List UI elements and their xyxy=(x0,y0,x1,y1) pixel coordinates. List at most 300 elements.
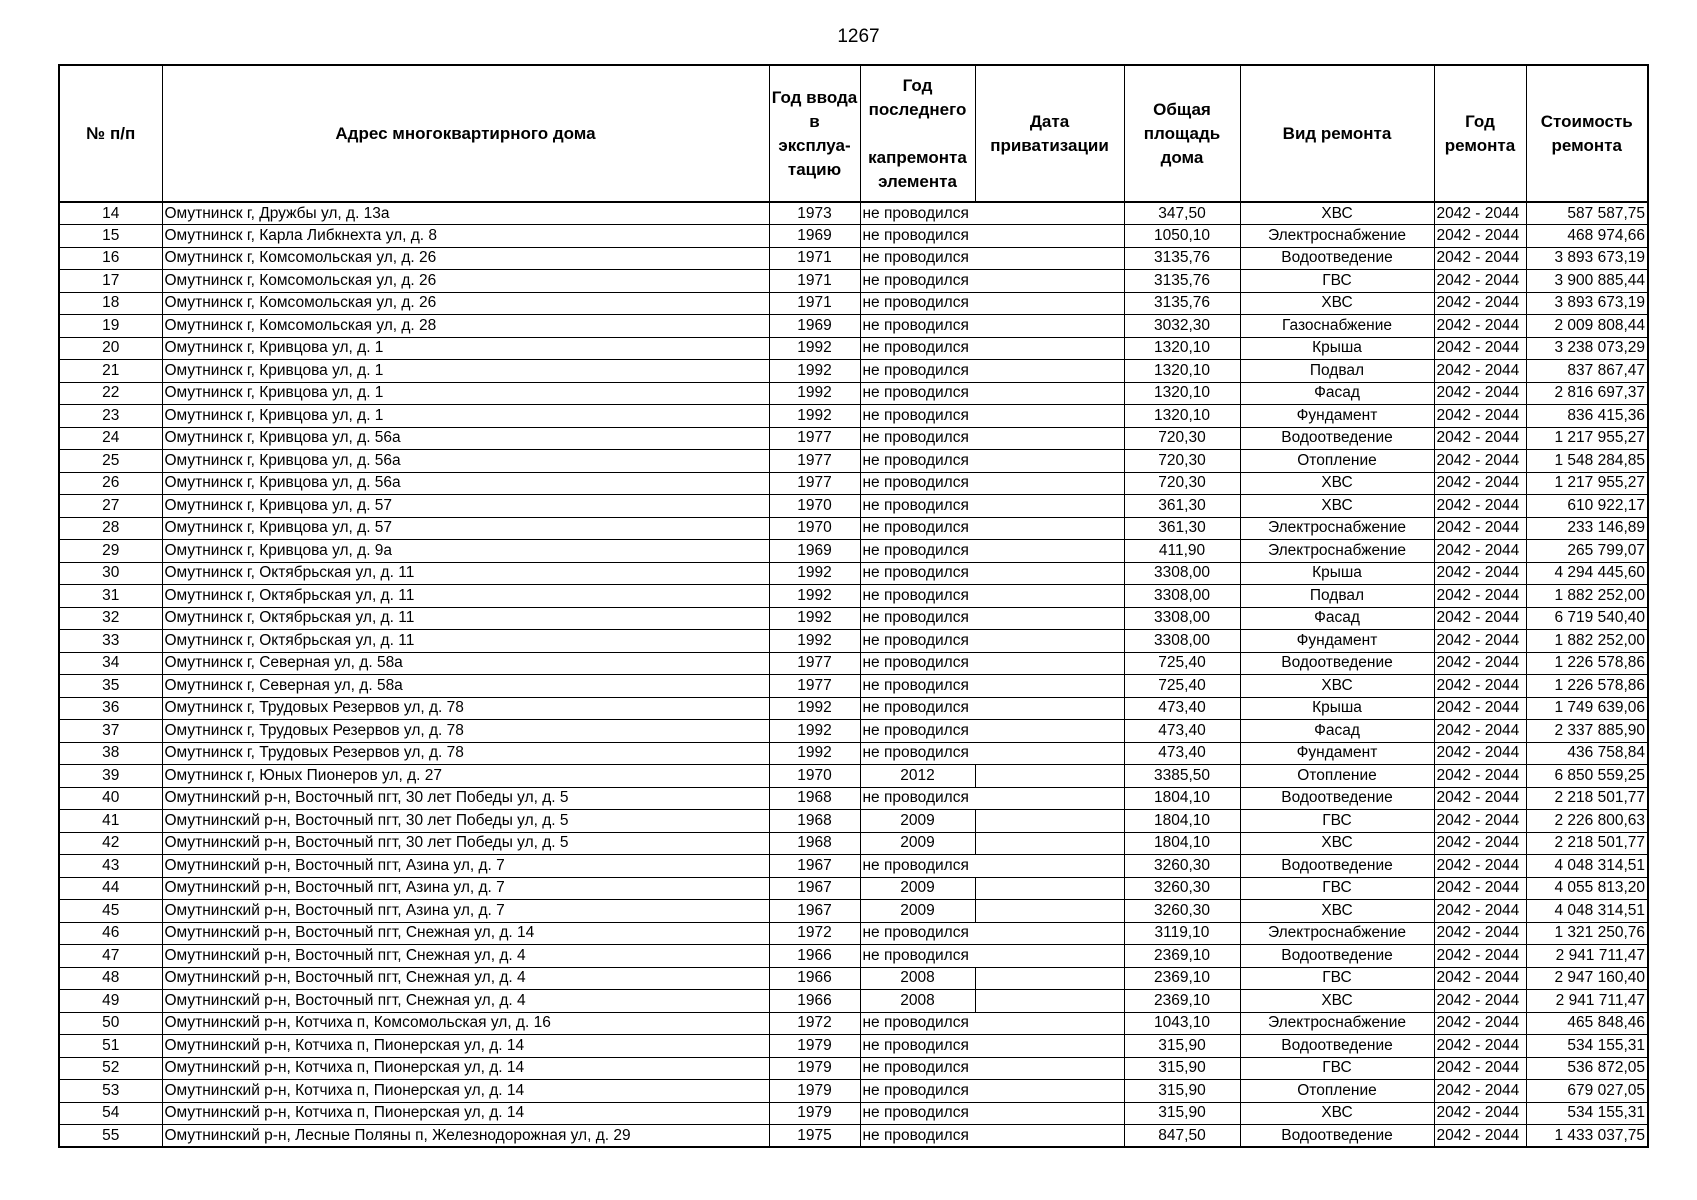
cell-area: 473,40 xyxy=(1124,720,1240,743)
cell-privatization xyxy=(975,450,1124,473)
cell-repair-type: ХВС xyxy=(1240,1102,1434,1125)
cell-privatization xyxy=(975,855,1124,878)
cell-cost: 1 226 578,86 xyxy=(1526,652,1648,675)
table-row xyxy=(59,517,1648,540)
table-row xyxy=(59,1057,1648,1080)
table-row xyxy=(59,472,1648,495)
cell-year-commissioned: 1992 xyxy=(769,630,860,653)
cell-repair-type: Водоотведение xyxy=(1240,652,1434,675)
cell-privatization xyxy=(975,1012,1124,1035)
cell-area: 3260,30 xyxy=(1124,900,1240,923)
table-row xyxy=(59,270,1648,293)
table-row xyxy=(59,832,1648,855)
table-row xyxy=(59,315,1648,338)
table-row xyxy=(59,337,1648,360)
cell-address: Омутнинск г, Карла Либкнехта ул, д. 8 xyxy=(162,225,769,248)
cell-privatization xyxy=(975,270,1124,293)
cell-year-commissioned: 1967 xyxy=(769,877,860,900)
cell-area: 720,30 xyxy=(1124,472,1240,495)
cell-year-commissioned: 1992 xyxy=(769,562,860,585)
cell-area: 1804,10 xyxy=(1124,787,1240,810)
cell-repair-year: 2042 - 2044 xyxy=(1434,562,1526,585)
cell-repair-year: 2042 - 2044 xyxy=(1434,585,1526,608)
cell-privatization xyxy=(975,562,1124,585)
cell-repair-year: 2042 - 2044 xyxy=(1434,427,1526,450)
cell-address: Омутнинский р-н, Котчиха п, Пионерская ул, д. 14 xyxy=(162,1080,769,1103)
cell-last-repair: 2012 xyxy=(860,765,975,788)
cell-repair-year: 2042 - 2044 xyxy=(1434,1102,1526,1125)
cell-num: 18 xyxy=(59,292,162,315)
cell-num: 41 xyxy=(59,810,162,833)
cell-repair-type: Фундамент xyxy=(1240,742,1434,765)
cell-repair-year: 2042 - 2044 xyxy=(1434,405,1526,428)
cell-repair-year: 2042 - 2044 xyxy=(1434,990,1526,1013)
cell-cost: 536 872,05 xyxy=(1526,1057,1648,1080)
table-body xyxy=(59,202,1648,1147)
cell-last-repair: не проводился xyxy=(860,450,975,473)
cell-area: 2369,10 xyxy=(1124,945,1240,968)
cell-area: 1804,10 xyxy=(1124,810,1240,833)
cell-cost: 836 415,36 xyxy=(1526,405,1648,428)
cell-area: 347,50 xyxy=(1124,202,1240,225)
cell-address: Омутнинский р-н, Восточный пгт, Снежная ул, д. 4 xyxy=(162,945,769,968)
table-row xyxy=(59,765,1648,788)
cell-privatization xyxy=(975,810,1124,833)
cell-last-repair: не проводился xyxy=(860,742,975,765)
cell-year-commissioned: 1970 xyxy=(769,765,860,788)
cell-cost: 465 848,46 xyxy=(1526,1012,1648,1035)
cell-last-repair: не проводился xyxy=(860,270,975,293)
cell-address: Омутнинск г, Северная ул, д. 58а xyxy=(162,652,769,675)
cell-cost: 6 719 540,40 xyxy=(1526,607,1648,630)
cell-last-repair: не проводился xyxy=(860,247,975,270)
cell-address: Омутнинск г, Октябрьская ул, д. 11 xyxy=(162,630,769,653)
cell-year-commissioned: 1968 xyxy=(769,832,860,855)
cell-cost: 2 218 501,77 xyxy=(1526,832,1648,855)
cell-year-commissioned: 1972 xyxy=(769,922,860,945)
cell-num: 47 xyxy=(59,945,162,968)
cell-privatization xyxy=(975,697,1124,720)
cell-repair-type: Электроснабжение xyxy=(1240,225,1434,248)
cell-repair-year: 2042 - 2044 xyxy=(1434,1035,1526,1058)
cell-year-commissioned: 1979 xyxy=(769,1057,860,1080)
cell-privatization xyxy=(975,607,1124,630)
page-number: 1267 xyxy=(837,26,880,47)
cell-repair-type: Электроснабжение xyxy=(1240,540,1434,563)
cell-address: Омутнинск г, Юных Пионеров ул, д. 27 xyxy=(162,765,769,788)
cell-num: 38 xyxy=(59,742,162,765)
cell-address: Омутнинск г, Кривцова ул, д. 57 xyxy=(162,495,769,518)
cell-address: Омутнинск г, Трудовых Резервов ул, д. 78 xyxy=(162,697,769,720)
cell-area: 3308,00 xyxy=(1124,607,1240,630)
cell-repair-year: 2042 - 2044 xyxy=(1434,1057,1526,1080)
cell-year-commissioned: 1967 xyxy=(769,855,860,878)
table-row xyxy=(59,990,1648,1013)
cell-repair-type: Фундамент xyxy=(1240,405,1434,428)
cell-repair-year: 2042 - 2044 xyxy=(1434,720,1526,743)
cell-cost: 3 238 073,29 xyxy=(1526,337,1648,360)
cell-area: 1804,10 xyxy=(1124,832,1240,855)
table-row xyxy=(59,450,1648,473)
cell-privatization xyxy=(975,967,1124,990)
table-row xyxy=(59,652,1648,675)
cell-address: Омутнинский р-н, Восточный пгт, Снежная ул, д. 14 xyxy=(162,922,769,945)
cell-area: 3260,30 xyxy=(1124,855,1240,878)
header-area: Общая площадь дома xyxy=(1124,65,1240,202)
cell-repair-year: 2042 - 2044 xyxy=(1434,495,1526,518)
cell-privatization xyxy=(975,877,1124,900)
cell-address: Омутнинск г, Кривцова ул, д. 56а xyxy=(162,472,769,495)
table-row xyxy=(59,1080,1648,1103)
cell-num: 43 xyxy=(59,855,162,878)
table-row xyxy=(59,202,1648,225)
cell-last-repair: не проводился xyxy=(860,787,975,810)
cell-cost: 3 893 673,19 xyxy=(1526,247,1648,270)
cell-cost: 534 155,31 xyxy=(1526,1035,1648,1058)
cell-area: 720,30 xyxy=(1124,450,1240,473)
cell-cost: 3 900 885,44 xyxy=(1526,270,1648,293)
cell-repair-type: Водоотведение xyxy=(1240,787,1434,810)
cell-repair-year: 2042 - 2044 xyxy=(1434,517,1526,540)
cell-area: 3135,76 xyxy=(1124,247,1240,270)
cell-year-commissioned: 1969 xyxy=(769,315,860,338)
cell-num: 48 xyxy=(59,967,162,990)
cell-address: Омутнинск г, Октябрьская ул, д. 11 xyxy=(162,607,769,630)
header-repair-type: Вид ремонта xyxy=(1240,65,1434,202)
cell-repair-type: Электроснабжение xyxy=(1240,1012,1434,1035)
cell-repair-year: 2042 - 2044 xyxy=(1434,1080,1526,1103)
cell-repair-type: ГВС xyxy=(1240,270,1434,293)
cell-year-commissioned: 1975 xyxy=(769,1125,860,1148)
cell-year-commissioned: 1992 xyxy=(769,585,860,608)
cell-address: Омутнинский р-н, Восточный пгт, 30 лет Победы ул, д. 5 xyxy=(162,810,769,833)
cell-repair-year: 2042 - 2044 xyxy=(1434,675,1526,698)
cell-num: 49 xyxy=(59,990,162,1013)
cell-area: 1320,10 xyxy=(1124,337,1240,360)
cell-privatization xyxy=(975,990,1124,1013)
cell-address: Омутнинск г, Октябрьская ул, д. 11 xyxy=(162,585,769,608)
cell-address: Омутнинский р-н, Котчиха п, Комсомольская ул, д. 16 xyxy=(162,1012,769,1035)
cell-address: Омутнинский р-н, Восточный пгт, Снежная ул, д. 4 xyxy=(162,967,769,990)
cell-repair-year: 2042 - 2044 xyxy=(1434,540,1526,563)
cell-repair-year: 2042 - 2044 xyxy=(1434,1012,1526,1035)
cell-privatization xyxy=(975,405,1124,428)
cell-num: 36 xyxy=(59,697,162,720)
header-cost: Стоимость ремонта xyxy=(1526,65,1648,202)
cell-last-repair: не проводился xyxy=(860,315,975,338)
table-row xyxy=(59,540,1648,563)
cell-repair-type: Водоотведение xyxy=(1240,945,1434,968)
cell-repair-type: Фасад xyxy=(1240,607,1434,630)
cell-cost: 2 337 885,90 xyxy=(1526,720,1648,743)
cell-privatization xyxy=(975,360,1124,383)
cell-last-repair: не проводился xyxy=(860,607,975,630)
cell-repair-year: 2042 - 2044 xyxy=(1434,877,1526,900)
cell-year-commissioned: 1992 xyxy=(769,720,860,743)
table-row xyxy=(59,675,1648,698)
cell-num: 17 xyxy=(59,270,162,293)
cell-num: 53 xyxy=(59,1080,162,1103)
cell-year-commissioned: 1979 xyxy=(769,1080,860,1103)
cell-repair-year: 2042 - 2044 xyxy=(1434,292,1526,315)
cell-repair-type: Водоотведение xyxy=(1240,247,1434,270)
cell-year-commissioned: 1992 xyxy=(769,337,860,360)
cell-area: 361,30 xyxy=(1124,495,1240,518)
cell-address: Омутнинск г, Дружбы ул, д. 13а xyxy=(162,202,769,225)
cell-repair-year: 2042 - 2044 xyxy=(1434,472,1526,495)
cell-area: 2369,10 xyxy=(1124,967,1240,990)
cell-area: 725,40 xyxy=(1124,652,1240,675)
table-row xyxy=(59,585,1648,608)
cell-repair-type: Отопление xyxy=(1240,450,1434,473)
cell-cost: 436 758,84 xyxy=(1526,742,1648,765)
cell-address: Омутнинск г, Комсомольская ул, д. 26 xyxy=(162,292,769,315)
cell-privatization xyxy=(975,900,1124,923)
cell-area: 3308,00 xyxy=(1124,630,1240,653)
cell-cost: 4 055 813,20 xyxy=(1526,877,1648,900)
cell-repair-year: 2042 - 2044 xyxy=(1434,247,1526,270)
cell-num: 39 xyxy=(59,765,162,788)
cell-repair-year: 2042 - 2044 xyxy=(1434,1125,1526,1148)
cell-cost: 2 816 697,37 xyxy=(1526,382,1648,405)
cell-last-repair: не проводился xyxy=(860,855,975,878)
cell-repair-type: ГВС xyxy=(1240,967,1434,990)
cell-privatization xyxy=(975,1125,1124,1148)
table-row xyxy=(59,225,1648,248)
cell-repair-type: Газоснабжение xyxy=(1240,315,1434,338)
cell-cost: 2 009 808,44 xyxy=(1526,315,1648,338)
cell-last-repair: не проводился xyxy=(860,562,975,585)
table-row xyxy=(59,1125,1648,1148)
cell-num: 31 xyxy=(59,585,162,608)
cell-num: 27 xyxy=(59,495,162,518)
cell-cost: 1 882 252,00 xyxy=(1526,630,1648,653)
header-num: № п/п xyxy=(59,65,162,202)
cell-year-commissioned: 1992 xyxy=(769,382,860,405)
cell-year-commissioned: 1970 xyxy=(769,495,860,518)
cell-last-repair: не проводился xyxy=(860,495,975,518)
cell-address: Омутнинск г, Кривцова ул, д. 56а xyxy=(162,427,769,450)
cell-num: 44 xyxy=(59,877,162,900)
cell-privatization xyxy=(975,1057,1124,1080)
cell-repair-type: ХВС xyxy=(1240,832,1434,855)
table-row xyxy=(59,1102,1648,1125)
repair-registry-table xyxy=(58,64,1649,1148)
cell-last-repair: не проводился xyxy=(860,720,975,743)
cell-last-repair: не проводился xyxy=(860,697,975,720)
cell-address: Омутнинский р-н, Восточный пгт, 30 лет Победы ул, д. 5 xyxy=(162,832,769,855)
cell-repair-year: 2042 - 2044 xyxy=(1434,225,1526,248)
cell-last-repair: не проводился xyxy=(860,472,975,495)
cell-cost: 6 850 559,25 xyxy=(1526,765,1648,788)
cell-repair-year: 2042 - 2044 xyxy=(1434,382,1526,405)
cell-year-commissioned: 1977 xyxy=(769,427,860,450)
cell-address: Омутнинский р-н, Восточный пгт, Азина ул, д. 7 xyxy=(162,877,769,900)
cell-last-repair: 2008 xyxy=(860,990,975,1013)
cell-last-repair: не проводился xyxy=(860,1012,975,1035)
cell-repair-type: ХВС xyxy=(1240,292,1434,315)
cell-repair-type: Крыша xyxy=(1240,562,1434,585)
table-row xyxy=(59,967,1648,990)
cell-address: Омутнинск г, Комсомольская ул, д. 26 xyxy=(162,270,769,293)
cell-cost: 1 433 037,75 xyxy=(1526,1125,1648,1148)
cell-last-repair: 2008 xyxy=(860,967,975,990)
cell-privatization xyxy=(975,585,1124,608)
cell-privatization xyxy=(975,202,1124,225)
table-row xyxy=(59,720,1648,743)
cell-repair-year: 2042 - 2044 xyxy=(1434,630,1526,653)
cell-area: 361,30 xyxy=(1124,517,1240,540)
cell-repair-year: 2042 - 2044 xyxy=(1434,697,1526,720)
cell-area: 473,40 xyxy=(1124,697,1240,720)
cell-last-repair: не проводился xyxy=(860,292,975,315)
cell-year-commissioned: 1977 xyxy=(769,675,860,698)
cell-repair-type: Водоотведение xyxy=(1240,427,1434,450)
cell-last-repair: 2009 xyxy=(860,832,975,855)
cell-privatization xyxy=(975,832,1124,855)
cell-last-repair: не проводился xyxy=(860,360,975,383)
cell-address: Омутнинск г, Кривцова ул, д. 56а xyxy=(162,450,769,473)
cell-cost: 3 893 673,19 xyxy=(1526,292,1648,315)
cell-num: 46 xyxy=(59,922,162,945)
header-privatization: Дата приватизации xyxy=(975,65,1124,202)
cell-address: Омутнинск г, Комсомольская ул, д. 28 xyxy=(162,315,769,338)
cell-cost: 587 587,75 xyxy=(1526,202,1648,225)
cell-address: Омутнинский р-н, Восточный пгт, 30 лет Победы ул, д. 5 xyxy=(162,787,769,810)
cell-num: 25 xyxy=(59,450,162,473)
cell-area: 2369,10 xyxy=(1124,990,1240,1013)
cell-address: Омутнинский р-н, Восточный пгт, Азина ул, д. 7 xyxy=(162,900,769,923)
table-row xyxy=(59,630,1648,653)
cell-year-commissioned: 1992 xyxy=(769,742,860,765)
cell-address: Омутнинск г, Северная ул, д. 58а xyxy=(162,675,769,698)
table-row xyxy=(59,360,1648,383)
cell-num: 45 xyxy=(59,900,162,923)
cell-num: 55 xyxy=(59,1125,162,1148)
cell-area: 315,90 xyxy=(1124,1057,1240,1080)
cell-repair-type: Фасад xyxy=(1240,382,1434,405)
cell-area: 725,40 xyxy=(1124,675,1240,698)
cell-num: 54 xyxy=(59,1102,162,1125)
cell-privatization xyxy=(975,540,1124,563)
table-row xyxy=(59,742,1648,765)
cell-repair-type: ХВС xyxy=(1240,990,1434,1013)
table-row xyxy=(59,247,1648,270)
cell-repair-year: 2042 - 2044 xyxy=(1434,360,1526,383)
cell-year-commissioned: 1968 xyxy=(769,810,860,833)
cell-repair-year: 2042 - 2044 xyxy=(1434,742,1526,765)
cell-privatization xyxy=(975,675,1124,698)
cell-cost: 534 155,31 xyxy=(1526,1102,1648,1125)
cell-address: Омутнинск г, Кривцова ул, д. 57 xyxy=(162,517,769,540)
cell-last-repair: не проводился xyxy=(860,540,975,563)
cell-repair-type: Отопление xyxy=(1240,1080,1434,1103)
cell-cost: 679 027,05 xyxy=(1526,1080,1648,1103)
cell-num: 28 xyxy=(59,517,162,540)
cell-last-repair: не проводился xyxy=(860,517,975,540)
table-row xyxy=(59,495,1648,518)
table-row xyxy=(59,787,1648,810)
cell-year-commissioned: 1971 xyxy=(769,270,860,293)
cell-privatization xyxy=(975,765,1124,788)
cell-num: 19 xyxy=(59,315,162,338)
cell-last-repair: 2009 xyxy=(860,900,975,923)
cell-repair-year: 2042 - 2044 xyxy=(1434,787,1526,810)
cell-repair-type: Подвал xyxy=(1240,585,1434,608)
cell-repair-type: ГВС xyxy=(1240,1057,1434,1080)
header-address: Адрес многоквартирного дома xyxy=(162,65,769,202)
cell-year-commissioned: 1972 xyxy=(769,1012,860,1035)
cell-repair-type: Подвал xyxy=(1240,360,1434,383)
table-row xyxy=(59,292,1648,315)
cell-privatization xyxy=(975,382,1124,405)
cell-repair-type: Отопление xyxy=(1240,765,1434,788)
cell-repair-year: 2042 - 2044 xyxy=(1434,810,1526,833)
cell-repair-type: Водоотведение xyxy=(1240,1125,1434,1148)
cell-num: 51 xyxy=(59,1035,162,1058)
cell-repair-year: 2042 - 2044 xyxy=(1434,967,1526,990)
cell-address: Омутнинский р-н, Котчиха п, Пионерская ул, д. 14 xyxy=(162,1102,769,1125)
cell-area: 1320,10 xyxy=(1124,405,1240,428)
cell-repair-year: 2042 - 2044 xyxy=(1434,900,1526,923)
cell-privatization xyxy=(975,1035,1124,1058)
cell-num: 23 xyxy=(59,405,162,428)
table-row xyxy=(59,427,1648,450)
cell-year-commissioned: 1966 xyxy=(769,990,860,1013)
cell-year-commissioned: 1971 xyxy=(769,247,860,270)
cell-repair-type: ХВС xyxy=(1240,472,1434,495)
cell-privatization xyxy=(975,922,1124,945)
cell-address: Омутнинский р-н, Восточный пгт, Азина ул, д. 7 xyxy=(162,855,769,878)
header-last-repair xyxy=(860,65,975,202)
cell-repair-year: 2042 - 2044 xyxy=(1434,270,1526,293)
cell-address: Омутнинск г, Кривцова ул, д. 1 xyxy=(162,382,769,405)
cell-cost: 265 799,07 xyxy=(1526,540,1648,563)
cell-num: 35 xyxy=(59,675,162,698)
cell-address: Омутнинский р-н, Котчиха п, Пионерская ул, д. 14 xyxy=(162,1057,769,1080)
table-row xyxy=(59,405,1648,428)
table-row xyxy=(59,1012,1648,1035)
cell-repair-year: 2042 - 2044 xyxy=(1434,202,1526,225)
table-row xyxy=(59,562,1648,585)
cell-last-repair: не проводился xyxy=(860,1125,975,1148)
cell-year-commissioned: 1968 xyxy=(769,787,860,810)
cell-cost: 610 922,17 xyxy=(1526,495,1648,518)
cell-year-commissioned: 1992 xyxy=(769,360,860,383)
header-last-repair-line2: капремонта элемента xyxy=(868,147,967,191)
cell-cost: 4 294 445,60 xyxy=(1526,562,1648,585)
cell-area: 3308,00 xyxy=(1124,562,1240,585)
cell-num: 52 xyxy=(59,1057,162,1080)
cell-repair-type: Крыша xyxy=(1240,697,1434,720)
cell-repair-year: 2042 - 2044 xyxy=(1434,855,1526,878)
cell-year-commissioned: 1992 xyxy=(769,405,860,428)
cell-num: 21 xyxy=(59,360,162,383)
cell-area: 1050,10 xyxy=(1124,225,1240,248)
cell-repair-year: 2042 - 2044 xyxy=(1434,315,1526,338)
cell-cost: 1 321 250,76 xyxy=(1526,922,1648,945)
cell-repair-type: ГВС xyxy=(1240,877,1434,900)
cell-year-commissioned: 1966 xyxy=(769,945,860,968)
cell-year-commissioned: 1992 xyxy=(769,697,860,720)
cell-num: 37 xyxy=(59,720,162,743)
cell-privatization xyxy=(975,720,1124,743)
cell-privatization xyxy=(975,945,1124,968)
cell-year-commissioned: 1977 xyxy=(769,472,860,495)
table-header xyxy=(59,65,1648,202)
cell-num: 33 xyxy=(59,630,162,653)
cell-num: 24 xyxy=(59,427,162,450)
